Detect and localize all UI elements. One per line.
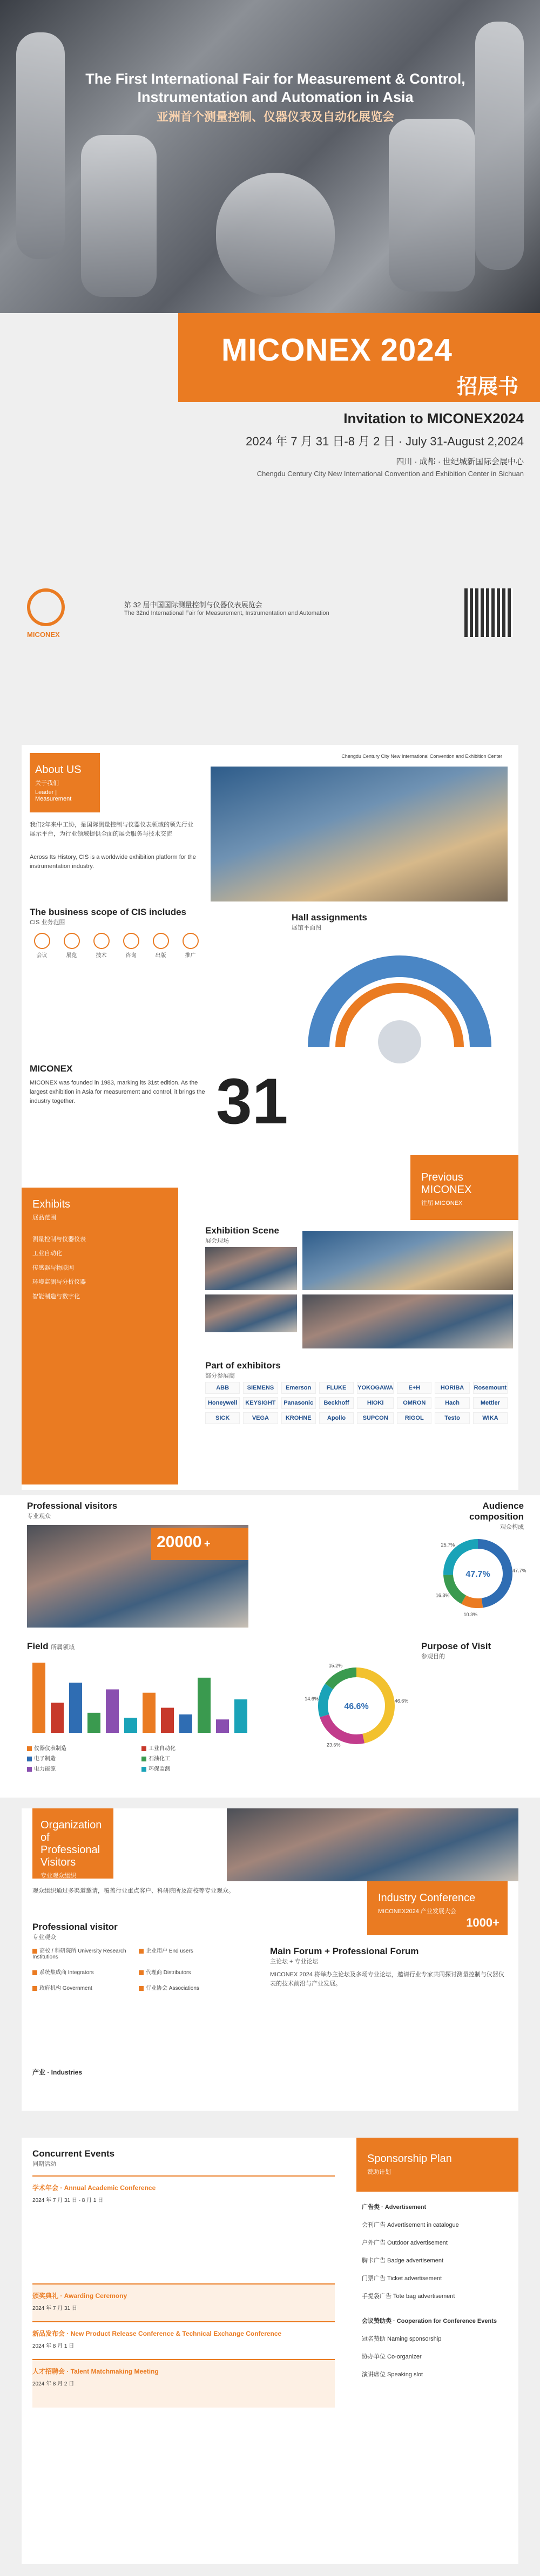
exhibitor-logo: YOKOGAWA xyxy=(357,1382,394,1394)
exhibition-icon xyxy=(64,933,80,949)
sponsorship-title: Sponsorship Plan xyxy=(367,2153,452,2165)
about-text-en: Across Its History, CIS is a worldwide exhibition platform for the instrumentation industry. xyxy=(30,854,196,870)
ad-heading: 广告类 · Advertisement xyxy=(362,2204,427,2211)
promotion-icon xyxy=(183,933,199,949)
field-bar xyxy=(198,1678,211,1733)
field-legend-item: 环保监测 xyxy=(141,1764,254,1772)
pro-visitor-groups xyxy=(32,1946,238,1991)
ad-item: 胸卡广告 Badge advertisement xyxy=(362,2258,444,2264)
scope-heading-cn: CIS 业务范围 xyxy=(30,919,65,926)
event-item: 学术年会 · Annual Academic Conference 2024 年 7 月 31 日 - 8 月 1 日 xyxy=(32,2175,335,2283)
miconex-logo-icon xyxy=(27,588,65,626)
field-bar xyxy=(69,1683,82,1733)
field-bar xyxy=(143,1693,156,1733)
about-text-cn: 我们2年来中工协，是国际测量控制与仪器仪表领域的领先行业展示平台，为行业领域提供全面的展会服务与技术交流 xyxy=(30,822,194,838)
forum-text: MICONEX 2024 将举办主论坛及多场专业论坛，邀请行业专家共同探讨测量控制与仪器仪表的技术前沿与产业发展。 xyxy=(270,1971,504,1988)
hero-title: The First International Fair for Measurement & Control, Instrumentation and Automation in Asia xyxy=(85,71,465,105)
conference-title-cn: MICONEX2024 产业发展大会 xyxy=(378,1908,456,1915)
event-dates: 2024 年 7 月 31 日-8 月 2 日 · July 31-August 2,2024 xyxy=(246,435,524,448)
visitors-section xyxy=(0,1495,540,1798)
about-section xyxy=(22,745,518,1155)
scope-item: 咨询 xyxy=(119,933,143,959)
hall-center xyxy=(378,1020,421,1063)
title-band xyxy=(178,313,540,402)
scene-photo xyxy=(205,1247,297,1290)
exhibitor-logo: Beckhoff xyxy=(319,1397,354,1409)
conference-photo xyxy=(227,1808,518,1881)
scope-heading: The business scope of CIS includes xyxy=(30,907,187,917)
field-legend-item: 石油化工 xyxy=(141,1754,254,1762)
field-heading: Field xyxy=(27,1641,49,1651)
conf-item: 冠名赞助 Naming sponsorship xyxy=(362,2336,442,2342)
group-item: 企业用户 End users xyxy=(139,1946,238,1960)
exhibitor-logo: ABB xyxy=(205,1382,240,1394)
university-icon xyxy=(32,1949,37,1954)
exhibits-list xyxy=(32,1232,167,1304)
sponsorship-title-box xyxy=(356,2138,518,2192)
ad-item: 手提袋广告 Tote bag advertisement xyxy=(362,2293,455,2300)
group-item: 行业协会 Associations xyxy=(139,1983,238,1991)
conference-title: Industry Conference xyxy=(378,1892,476,1904)
exhibitor-logo: SUPCON xyxy=(357,1412,394,1424)
robot-arm-image xyxy=(16,32,65,259)
exhibitor-logo: WIKA xyxy=(473,1412,508,1424)
miconex-heading: MICONEX xyxy=(30,1063,73,1074)
integrator-icon xyxy=(32,1970,37,1975)
scope-item: 出版 xyxy=(148,933,173,959)
about-title: About US xyxy=(35,764,82,776)
purpose-heading-cn: 参观目的 xyxy=(421,1653,445,1660)
venue-en: Chengdu Century City New International Convention and Exhibition Center in Sichuan xyxy=(256,470,524,478)
miconex-text: MICONEX was founded in 1983, marking its 31st edition. As the largest exhibition in Asia for measurement and control, it brings the industry together. xyxy=(30,1080,205,1105)
donut-slice xyxy=(329,1672,356,1686)
exhibitor-logo: KROHNE xyxy=(281,1412,316,1424)
hall-map[interactable] xyxy=(292,934,508,1058)
exhibitor-logo: VEGA xyxy=(243,1412,278,1424)
previous-title: Previous MICONEX xyxy=(421,1171,472,1196)
ad-item: 户外广告 Outdoor advertisement xyxy=(362,2240,448,2246)
event-title: MICONEX 2024 xyxy=(221,333,453,368)
fair-name-en: The 32nd International Fair for Measurement, Instrumentation and Automation xyxy=(124,610,329,616)
scope-item: 展览 xyxy=(59,933,84,959)
donut-label: 14.6% xyxy=(305,1696,319,1701)
conf-item: 协办单位 Co-organizer xyxy=(362,2354,422,2360)
organization-text: 观众组织通过多渠道邀请，覆盖行业重点客户、科研院所及高校等专业观众。 xyxy=(32,1888,234,1894)
previous-title-box xyxy=(410,1155,518,1220)
field-bar xyxy=(124,1718,137,1733)
exhibit-item: 测量控制与仪器仪表 xyxy=(32,1236,86,1243)
event-item: 颁奖典礼 · Awarding Ceremony 2024 年 7 月 31 日 xyxy=(32,2283,335,2321)
donut-label: 16.3% xyxy=(435,1592,450,1598)
visitors-heading-block xyxy=(27,1501,117,1520)
field-heading-block xyxy=(27,1641,75,1652)
previous-title-cn: 往届 MICONEX xyxy=(421,1200,463,1206)
exhibitor-logo: OMRON xyxy=(397,1397,431,1409)
donut-label: 46.6% xyxy=(394,1698,409,1704)
hall-heading: Hall assignments xyxy=(292,912,367,923)
tech-icon xyxy=(93,933,110,949)
visitors-plus: + xyxy=(204,1538,211,1550)
sponsorship-title-cn: 赞助计划 xyxy=(367,2169,391,2175)
donut-label: 25.7% xyxy=(441,1542,455,1548)
audience-heading: Audience composition xyxy=(469,1501,524,1522)
exhibitor-logo: Mettler xyxy=(473,1397,508,1409)
exhibitor-logo-grid xyxy=(205,1382,508,1424)
exhibitor-logo: HIOKI xyxy=(357,1397,394,1409)
organization-section xyxy=(22,1808,518,2111)
sponsorship-list xyxy=(362,2202,513,2384)
government-icon xyxy=(32,1986,37,1991)
scope-item: 推广 xyxy=(178,933,202,959)
exhibits-title: Exhibits xyxy=(32,1198,71,1210)
field-bar xyxy=(234,1699,247,1733)
field-bar-chart xyxy=(27,1657,254,1738)
exhibit-item: 环境监测与分析仪器 xyxy=(32,1279,86,1286)
group-item: 政府机构 Government xyxy=(32,1983,131,1991)
donut-label: 47.7% xyxy=(512,1568,526,1574)
conference-count: 1000 xyxy=(466,1916,493,1929)
pro-visitor-heading-block xyxy=(32,1922,118,1941)
exhibitor-logo: Honeywell xyxy=(205,1397,240,1409)
scene-photo xyxy=(302,1231,513,1290)
venue-caption: Chengdu Century City New International Convention and Exhibition Center xyxy=(341,754,502,759)
association-icon xyxy=(139,1986,144,1991)
organization-title-cn: 专业观众组织 xyxy=(40,1873,76,1879)
group-item: 代理商 Distributors xyxy=(139,1968,238,1976)
forum-heading-block xyxy=(270,1946,418,1965)
visitors-heading-cn: 专业观众 xyxy=(27,1513,51,1520)
exhibitors-heading-cn: 部分参展商 xyxy=(205,1373,235,1379)
industry-heading: 产业 · Industries xyxy=(32,2069,83,2076)
donut-slice xyxy=(323,1686,329,1716)
ad-item: 门票广告 Ticket advertisement xyxy=(362,2275,442,2282)
conference-box xyxy=(367,1881,508,1935)
exhibitor-logo: FLUKE xyxy=(319,1382,354,1394)
donut-center-value: 46.6% xyxy=(344,1702,369,1711)
exhibitor-logo: Testo xyxy=(435,1412,469,1424)
robot-arm-image xyxy=(389,119,475,292)
scene-photo xyxy=(205,1294,297,1332)
scope-block xyxy=(30,907,202,959)
hero-title-cn: 亚洲首个测量控制、仪器仪表及自动化展览会 xyxy=(156,110,394,124)
donut-slice xyxy=(325,1716,363,1739)
brand-name: MICONEX xyxy=(27,631,60,639)
scope-item: 会议 xyxy=(30,933,54,959)
group-item: 系统集成商 Integrators xyxy=(32,1968,131,1976)
exhibits-box xyxy=(22,1188,178,1484)
donut-center-value: 47.7% xyxy=(465,1570,490,1579)
ad-items xyxy=(362,2216,513,2306)
concurrent-heading-block xyxy=(32,2148,114,2168)
venue-photo xyxy=(211,767,508,901)
conf-heading: 会议赞助类 · Cooperation for Conference Events xyxy=(362,2318,497,2324)
field-bar xyxy=(32,1663,45,1733)
exhibit-item: 工业自动化 xyxy=(32,1250,62,1257)
qr-code-icon[interactable] xyxy=(464,588,513,637)
robot-arm-image xyxy=(475,22,524,270)
field-legend-item: 电力能源 xyxy=(27,1764,139,1772)
donut-label: 15.2% xyxy=(328,1663,343,1669)
hall-heading-cn: 展馆平面图 xyxy=(292,925,321,931)
robot-arm-image xyxy=(216,173,335,297)
conf-item: 演讲席位 Speaking slot xyxy=(362,2371,423,2378)
visitors-heading: Professional visitors xyxy=(27,1501,118,1511)
robot-arm-image xyxy=(81,135,157,297)
field-legend xyxy=(27,1744,254,1772)
exhibitor-logo: Hach xyxy=(435,1397,469,1409)
concurrent-events xyxy=(32,2175,335,2408)
purpose-heading-block xyxy=(421,1641,491,1660)
field-legend-item: 电子制造 xyxy=(27,1754,139,1762)
pro-visitor-heading: Professional visitor xyxy=(32,1922,118,1932)
organization-title-box xyxy=(32,1808,113,1879)
field-bar xyxy=(106,1690,119,1733)
field-bar xyxy=(161,1708,174,1733)
exhibitor-logo: Panasonic xyxy=(281,1397,316,1409)
scene-photo xyxy=(302,1294,513,1348)
footer-logo-row xyxy=(27,588,513,653)
about-sub: Leader | Measurement xyxy=(35,789,72,802)
organization-title: Organization of Professional Visitors xyxy=(40,1819,102,1868)
donut-slice xyxy=(448,1575,463,1599)
invitation-block xyxy=(178,410,524,478)
previous-section xyxy=(22,1155,518,1490)
purpose-donut-chart xyxy=(302,1646,410,1765)
field-legend-item: 仪器仪表制造 xyxy=(27,1744,139,1752)
about-title-box xyxy=(30,753,100,812)
concurrent-section xyxy=(22,2138,518,2564)
exhibitors-heading: Part of exhibitors xyxy=(205,1360,281,1371)
exhibitor-logo: E+H xyxy=(397,1382,431,1394)
visitors-count: 20000 xyxy=(157,1533,202,1551)
distributor-icon xyxy=(139,1970,144,1975)
field-bar xyxy=(216,1719,229,1733)
donut-slice xyxy=(464,1599,482,1603)
exhibitor-logo: RIGOL xyxy=(397,1412,431,1424)
exhibit-item: 智能制造与数字化 xyxy=(32,1293,80,1300)
exhibitor-logo: KEYSIGHT xyxy=(243,1397,278,1409)
exhibitors-heading-block xyxy=(205,1360,281,1380)
audience-heading-cn: 观众构成 xyxy=(500,1524,524,1530)
forum-heading-cn: 主论坛 + 专业论坛 xyxy=(270,1958,319,1965)
donut-label: 23.6% xyxy=(326,1742,341,1748)
consult-icon xyxy=(123,933,139,949)
purpose-heading: Purpose of Visit xyxy=(421,1641,491,1651)
field-bar xyxy=(87,1713,100,1733)
concurrent-heading-cn: 同期活动 xyxy=(32,2161,56,2167)
hall-heading-block xyxy=(292,912,367,932)
miconex-block xyxy=(30,1063,208,1106)
exhibitor-logo: SICK xyxy=(205,1412,240,1424)
invitation-heading: Invitation to MICONEX2024 xyxy=(343,410,524,426)
event-item: 新品发布会 · New Product Release Conference & Technical Exchange Conference 2024 年 8 月 1 日 xyxy=(32,2321,335,2359)
event-item: 人才招聘会 · Talent Matchmaking Meeting 2024 年 8 月 2 日 xyxy=(32,2359,335,2408)
concurrent-heading: Concurrent Events xyxy=(32,2148,115,2159)
fair-name-cn: 第 32 届中国国际测量控制与仪器仪表展览会 xyxy=(124,601,262,609)
publish-icon xyxy=(153,933,169,949)
ad-item: 会刊广告 Advertisement in catalogue xyxy=(362,2222,459,2228)
field-heading-cn: 所属领域 xyxy=(51,1644,75,1651)
scene-heading-block xyxy=(205,1225,279,1245)
field-bar xyxy=(51,1703,64,1733)
scope-grid xyxy=(30,933,202,959)
meeting-icon xyxy=(34,933,50,949)
conf-items xyxy=(362,2330,513,2384)
exhibitor-logo: Apollo xyxy=(319,1412,354,1424)
forum-heading: Main Forum + Professional Forum xyxy=(270,1946,419,1956)
venue-cn: 四川 · 成都 · 世纪城新国际会展中心 xyxy=(396,457,524,466)
scene-heading-cn: 展会现场 xyxy=(205,1238,229,1244)
conference-plus: + xyxy=(492,1916,500,1929)
scope-item: 技术 xyxy=(89,933,113,959)
exhibits-title-cn: 展品范围 xyxy=(32,1215,56,1221)
exhibitor-logo: Emerson xyxy=(281,1382,316,1394)
exhibit-item: 传感器与物联网 xyxy=(32,1264,74,1271)
visitors-count-box xyxy=(151,1528,248,1560)
event-title-cn: 招展书 xyxy=(456,376,518,398)
donut-label: 10.3% xyxy=(463,1611,478,1617)
exhibitor-logo: SIEMENS xyxy=(243,1382,278,1394)
scene-heading: Exhibition Scene xyxy=(205,1225,279,1236)
hero-banner xyxy=(0,0,540,313)
audience-donut-chart xyxy=(432,1522,524,1625)
exhibitor-logo: Rosemount xyxy=(473,1382,508,1394)
group-item: 高校 / 科研院所 University Research Institutions xyxy=(32,1948,126,1960)
field-legend-item: 工业自动化 xyxy=(141,1744,254,1752)
edition-badge: 31 xyxy=(216,1065,288,1137)
pro-visitor-heading-cn: 专业观众 xyxy=(32,1934,56,1941)
enduser-icon xyxy=(139,1949,144,1954)
field-bar xyxy=(179,1714,192,1733)
about-title-cn: 关于我们 xyxy=(35,780,59,787)
exhibitor-logo: HORIBA xyxy=(435,1382,469,1394)
